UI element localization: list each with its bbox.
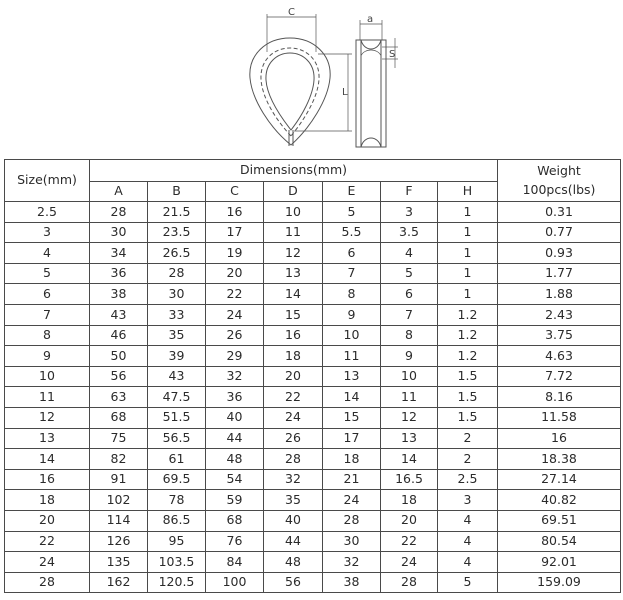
table-cell: 28 — [148, 263, 206, 284]
table-cell: 38 — [323, 572, 381, 593]
table-cell: 10 — [5, 366, 90, 387]
table-cell: 68 — [90, 407, 148, 428]
table-cell: 4.63 — [498, 346, 621, 367]
table-cell: 1.77 — [498, 263, 621, 284]
table-cell: 29 — [206, 346, 264, 367]
table-cell: 1.5 — [438, 366, 498, 387]
thimble-drawing-icon — [230, 0, 430, 155]
table-cell: 15 — [323, 407, 381, 428]
table-cell: 0.77 — [498, 222, 621, 243]
table-cell: 20 — [5, 510, 90, 531]
table-cell: 1 — [438, 202, 498, 223]
table-cell: 43 — [90, 304, 148, 325]
table-cell: 18 — [381, 490, 438, 511]
dimension-label-l: L — [342, 87, 348, 98]
table-cell: 63 — [90, 387, 148, 408]
table-cell: 1.5 — [438, 407, 498, 428]
table-cell: 20 — [264, 366, 323, 387]
table-cell: 11 — [381, 387, 438, 408]
column-header-h: H — [438, 182, 498, 202]
table-cell: 1 — [438, 222, 498, 243]
table-cell: 44 — [206, 428, 264, 449]
table-cell: 1.88 — [498, 284, 621, 305]
table-cell: 23.5 — [148, 222, 206, 243]
table-row — [5, 346, 621, 367]
table-cell: 69.5 — [148, 469, 206, 490]
table-cell: 95 — [148, 531, 206, 552]
table-cell: 14 — [264, 284, 323, 305]
table-cell: 159.09 — [498, 572, 621, 593]
table-cell: 5 — [381, 263, 438, 284]
table-cell: 13 — [264, 263, 323, 284]
dimensions-header: Dimensions(mm) — [90, 160, 498, 182]
table-cell: 16 — [264, 325, 323, 346]
table-cell: 14 — [5, 449, 90, 470]
table-cell: 18.38 — [498, 449, 621, 470]
table-cell: 11 — [264, 222, 323, 243]
table-row — [5, 202, 621, 223]
table-cell: 28 — [5, 572, 90, 593]
table-cell: 16 — [498, 428, 621, 449]
table-cell: 1.2 — [438, 325, 498, 346]
table-cell: 1 — [438, 243, 498, 264]
table-cell: 39 — [148, 346, 206, 367]
table-cell: 26 — [206, 325, 264, 346]
table-cell: 47.5 — [148, 387, 206, 408]
table-cell: 3 — [381, 202, 438, 223]
dimension-label-a: a — [367, 14, 374, 25]
table-cell: 103.5 — [148, 552, 206, 573]
table-cell: 30 — [323, 531, 381, 552]
table-cell: 4 — [438, 552, 498, 573]
table-cell: 4 — [5, 243, 90, 264]
table-cell: 14 — [323, 387, 381, 408]
table-cell: 30 — [90, 222, 148, 243]
column-header-d: D — [264, 182, 323, 202]
table-cell: 28 — [323, 510, 381, 531]
table-cell: 78 — [148, 490, 206, 511]
table-cell: 13 — [381, 428, 438, 449]
table-cell: 11 — [5, 387, 90, 408]
table-cell: 35 — [264, 490, 323, 511]
table-cell: 11.58 — [498, 407, 621, 428]
table-cell: 9 — [381, 346, 438, 367]
table-cell: 7 — [323, 263, 381, 284]
table-cell: 3 — [5, 222, 90, 243]
table-cell: 12 — [381, 407, 438, 428]
table-cell: 8.16 — [498, 387, 621, 408]
dimension-label-c: C — [288, 7, 295, 18]
table-cell: 32 — [264, 469, 323, 490]
table-cell: 24 — [381, 552, 438, 573]
table-cell: 35 — [148, 325, 206, 346]
table-cell: 46 — [90, 325, 148, 346]
table-cell: 33 — [148, 304, 206, 325]
table-cell: 120.5 — [148, 572, 206, 593]
table-cell: 6 — [381, 284, 438, 305]
table-cell: 24 — [264, 407, 323, 428]
table-cell: 5 — [323, 202, 381, 223]
table-body — [5, 202, 621, 593]
table-row — [5, 243, 621, 264]
table-cell: 12 — [264, 243, 323, 264]
table-cell: 21 — [323, 469, 381, 490]
table-cell: 7 — [5, 304, 90, 325]
table-cell: 0.31 — [498, 202, 621, 223]
table-cell: 5 — [5, 263, 90, 284]
table-cell: 40.82 — [498, 490, 621, 511]
table-cell: 16 — [206, 202, 264, 223]
table-cell: 9 — [5, 346, 90, 367]
table-cell: 1.2 — [438, 304, 498, 325]
table-cell: 6 — [5, 284, 90, 305]
table-cell: 20 — [381, 510, 438, 531]
table-cell: 162 — [90, 572, 148, 593]
table-cell: 56 — [90, 366, 148, 387]
table-cell: 1 — [438, 263, 498, 284]
table-cell: 14 — [381, 449, 438, 470]
table-cell: 36 — [90, 263, 148, 284]
table-cell: 48 — [206, 449, 264, 470]
table-cell: 4 — [381, 243, 438, 264]
table-cell: 56.5 — [148, 428, 206, 449]
table-cell: 50 — [90, 346, 148, 367]
table-cell: 3.5 — [381, 222, 438, 243]
table-cell: 3 — [438, 490, 498, 511]
table-cell: 8 — [381, 325, 438, 346]
table-cell: 21.5 — [148, 202, 206, 223]
dimension-label-s: S — [389, 49, 396, 60]
table-cell: 3.75 — [498, 325, 621, 346]
table-cell: 40 — [264, 510, 323, 531]
table-cell: 5.5 — [323, 222, 381, 243]
table-cell: 38 — [90, 284, 148, 305]
table-cell: 20 — [206, 263, 264, 284]
table-cell: 26 — [264, 428, 323, 449]
table-cell: 1.2 — [438, 346, 498, 367]
table-row — [5, 490, 621, 511]
table-cell: 59 — [206, 490, 264, 511]
table-cell: 6 — [323, 243, 381, 264]
table-cell: 48 — [264, 552, 323, 573]
table-cell: 2.5 — [5, 202, 90, 223]
column-header-f: F — [381, 182, 438, 202]
table-row — [5, 531, 621, 552]
table-cell: 75 — [90, 428, 148, 449]
thimble-spec-table — [4, 159, 621, 593]
table-cell: 28 — [264, 449, 323, 470]
table-cell: 28 — [381, 572, 438, 593]
table-cell: 10 — [264, 202, 323, 223]
table-cell: 44 — [264, 531, 323, 552]
table-cell: 34 — [90, 243, 148, 264]
table-cell: 10 — [381, 366, 438, 387]
table-cell: 27.14 — [498, 469, 621, 490]
table-cell: 18 — [323, 449, 381, 470]
table-cell: 18 — [264, 346, 323, 367]
table-row — [5, 449, 621, 470]
table-cell: 10 — [323, 325, 381, 346]
table-row — [5, 469, 621, 490]
table-cell: 19 — [206, 243, 264, 264]
table-cell: 12 — [5, 407, 90, 428]
weight-header — [498, 160, 621, 202]
table-cell: 8 — [5, 325, 90, 346]
table-cell: 102 — [90, 490, 148, 511]
table-row — [5, 263, 621, 284]
table-cell: 17 — [206, 222, 264, 243]
thimble-diagram — [230, 0, 430, 155]
table-cell: 15 — [264, 304, 323, 325]
table-cell: 68 — [206, 510, 264, 531]
table-cell: 86.5 — [148, 510, 206, 531]
table-cell: 69.51 — [498, 510, 621, 531]
table-cell: 11 — [323, 346, 381, 367]
table-row — [5, 284, 621, 305]
table-row — [5, 552, 621, 573]
table-cell: 84 — [206, 552, 264, 573]
table-cell: 18 — [5, 490, 90, 511]
table-row — [5, 428, 621, 449]
table-cell: 9 — [323, 304, 381, 325]
table-cell: 32 — [206, 366, 264, 387]
table-cell: 126 — [90, 531, 148, 552]
table-cell: 91 — [90, 469, 148, 490]
table-cell: 22 — [206, 284, 264, 305]
column-header-c: C — [206, 182, 264, 202]
table-cell: 0.93 — [498, 243, 621, 264]
table-cell: 100 — [206, 572, 264, 593]
table-cell: 13 — [5, 428, 90, 449]
table-cell: 40 — [206, 407, 264, 428]
table-cell: 24 — [5, 552, 90, 573]
size-header: Size(mm) — [5, 160, 90, 202]
table-row — [5, 325, 621, 346]
table-cell: 28 — [90, 202, 148, 223]
table-row — [5, 222, 621, 243]
table-cell: 16 — [5, 469, 90, 490]
table-cell: 92.01 — [498, 552, 621, 573]
table-cell: 32 — [323, 552, 381, 573]
table-cell: 4 — [438, 510, 498, 531]
table-cell: 24 — [323, 490, 381, 511]
column-header-a: A — [90, 182, 148, 202]
table-cell: 135 — [90, 552, 148, 573]
table-row — [5, 407, 621, 428]
table-cell: 22 — [381, 531, 438, 552]
table-cell: 7.72 — [498, 366, 621, 387]
table-cell: 22 — [264, 387, 323, 408]
table-cell: 2.43 — [498, 304, 621, 325]
weight-header-line1: Weight — [537, 163, 581, 179]
table-cell: 22 — [5, 531, 90, 552]
table-cell: 1 — [438, 284, 498, 305]
weight-header-line2: 100pcs(lbs) — [522, 181, 596, 197]
table-cell: 36 — [206, 387, 264, 408]
table-cell: 80.54 — [498, 531, 621, 552]
column-header-e: E — [323, 182, 381, 202]
table-cell: 114 — [90, 510, 148, 531]
table-cell: 56 — [264, 572, 323, 593]
header-row-1 — [5, 160, 621, 182]
table-row — [5, 572, 621, 593]
table-cell: 24 — [206, 304, 264, 325]
table-row — [5, 304, 621, 325]
table-cell: 7 — [381, 304, 438, 325]
table-cell: 82 — [90, 449, 148, 470]
table-cell: 16.5 — [381, 469, 438, 490]
table-cell: 2 — [438, 449, 498, 470]
table-cell: 61 — [148, 449, 206, 470]
table-cell: 43 — [148, 366, 206, 387]
column-header-b: B — [148, 182, 206, 202]
table-cell: 8 — [323, 284, 381, 305]
table-cell: 51.5 — [148, 407, 206, 428]
table-cell: 54 — [206, 469, 264, 490]
table-cell: 13 — [323, 366, 381, 387]
table-cell: 2.5 — [438, 469, 498, 490]
table-cell: 4 — [438, 531, 498, 552]
table-cell: 30 — [148, 284, 206, 305]
table-cell: 26.5 — [148, 243, 206, 264]
table-cell: 5 — [438, 572, 498, 593]
table-cell: 76 — [206, 531, 264, 552]
table-cell: 17 — [323, 428, 381, 449]
table-row — [5, 366, 621, 387]
table-row — [5, 510, 621, 531]
table-cell: 1.5 — [438, 387, 498, 408]
table-cell: 2 — [438, 428, 498, 449]
table-row — [5, 387, 621, 408]
